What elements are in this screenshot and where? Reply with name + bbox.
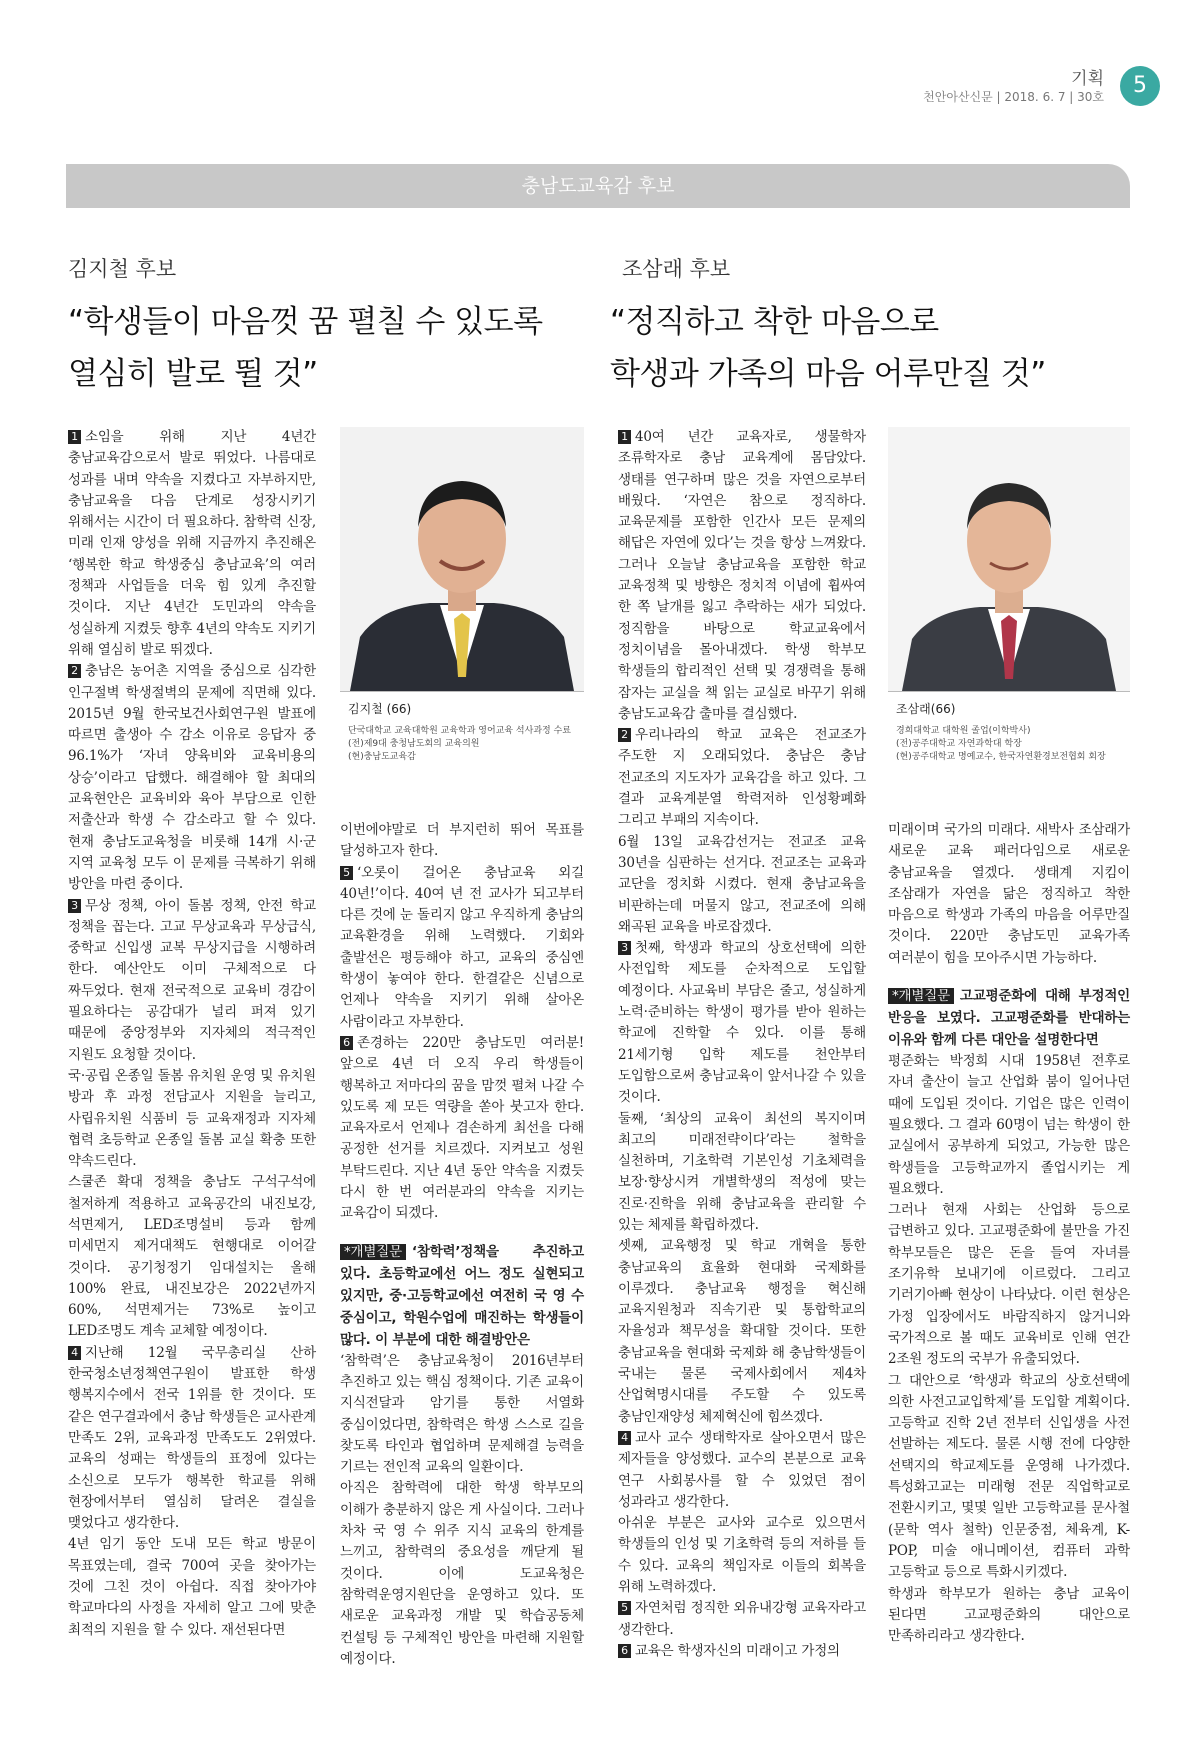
caption-line: 경희대학교 대학원 졸업(이학박사) xyxy=(896,726,1031,736)
paragraph-text: 미래이며 국가의 미래다. 새박사 조삼래가 새로운 교육 패러다임으로 새로운 충남교육을 열겠다. 생태계 지킴이 조삼래가 자연을 닮은 정직하고 착한 마음으로 학생과 가족의 마음을 어루만질 것이다. 220만 충남도민 교육가족 여러분이 힘을 모아주시면 가능하다. xyxy=(888,822,1130,966)
article-paragraph xyxy=(888,1584,1130,1648)
article-paragraph xyxy=(618,725,866,831)
photo-caption-right xyxy=(896,700,1130,764)
caption-line: (현)충남도교육감 xyxy=(348,752,416,762)
question-tag: *개별질문 xyxy=(340,1244,406,1260)
paragraph-text: 국·공립 온종일 돌봄 유치원 운영 및 유치원 방과 후 과정 전담교사 지원을 늘리고, 사립유치원 식품비 등 교육재정과 지자체 협력 초등학교 온종일 돌봄 교실 확충 또한 약속드린다. xyxy=(68,1067,316,1170)
candidate-photo-right xyxy=(888,427,1130,692)
answer-number-badge: 3 xyxy=(618,941,631,955)
article-paragraph xyxy=(888,1200,1130,1370)
photo-caption-left xyxy=(348,700,584,764)
article-paragraph xyxy=(618,1109,866,1237)
article-paragraph xyxy=(68,661,316,895)
publication-info: 천안아산신문 | 2018. 6. 7 | 30호 xyxy=(923,90,1104,104)
headline-line: “학생들이 마음껏 꿈 펼칠 수 있도록 xyxy=(68,304,543,340)
individual-question xyxy=(888,985,1130,1051)
section-title: 기획 xyxy=(1071,69,1104,89)
paragraph-text: ‘오롯이 걸어온 충남교육 외길 40년!’이다. 40여 년 전 교사가 되고부터 다른 것에 눈 돌리지 않고 우직하게 충남의 교육환경을 위해 노력했다. 기회와 출발선은 평등해야 하고, 교육의 중심엔 학생이 놓여야 한다. 한결같은 신념으로 언제나 약속을 지키기 위해 살아온 사람이라고 자부한다. xyxy=(340,864,584,1030)
article-column xyxy=(888,820,1130,1647)
masthead xyxy=(860,60,1160,104)
article-paragraph xyxy=(68,1066,316,1172)
headline-line: 학생과 가족의 마음 어루만질 것” xyxy=(610,356,1046,392)
paragraph-text: 우리나라의 학교 교육은 전교조가 주도한 지 오래되었다. 충남은 충남 전교조의 지도자가 교육감을 하고 있다. 그 결과 교육계분열 학력저하 인성황폐화 그리고 부패의 지속이다. xyxy=(618,727,866,829)
answer-number-badge: 5 xyxy=(340,866,353,880)
answer-number-badge: 6 xyxy=(618,1644,631,1658)
answer-number-badge: 6 xyxy=(340,1036,353,1050)
article-paragraph xyxy=(68,1343,316,1535)
article-column xyxy=(68,427,316,1641)
article-paragraph xyxy=(888,820,1130,969)
question-text: ‘참학력’정책을 추진하고 있다. 초등학교에선 어느 정도 실현되고 있지만, 중·고등학교에선 여전히 국 영 수 중심이고, 학원수업에 매진하는 학생들이 많다. 이 부분에 대한 해결방안은 xyxy=(340,1243,584,1348)
article-paragraph xyxy=(888,1051,1130,1200)
article-paragraph xyxy=(340,820,584,863)
paragraph-text: 아직은 참학력에 대한 학생 학부모의 이해가 충분하지 않은 게 사실이다. 그러나 차차 국 영 수 위주 지식 교육의 한계를 느끼고, 참학력의 중요성을 깨닫게 될 것이다. 이에 도교육청은 참학력운영지원단을 운영하고 있다. 또 새로운 교육과정 개발 및 학습공동체 컨설팅 등 구체적인 방안을 마련해 지원할 예정이다. xyxy=(340,1480,584,1667)
paragraph-text: 존경하는 220만 충남도민 여러분! 앞으로 4년 더 오직 우리 학생들이 행복하고 저마다의 꿈을 맘껏 펼쳐 나갈 수 있도록 제 모든 역량을 쏟아 붓고자 한다. 교육자로서 언제나 겸손하게 최선을 다해 공정한 선거를 치르겠다. 지켜보고 성원 부탁드린다. 지난 4년 동안 약속을 지켰듯 다시 한 번 여러분과의 약속을 지키는 교육감이 되겠다. xyxy=(340,1034,584,1222)
paragraph-text: 교육은 학생자신의 미래이고 가정의 xyxy=(635,1642,840,1659)
section-banner: 충남도교육감 후보 xyxy=(66,164,1130,208)
article-paragraph xyxy=(618,832,866,938)
paragraph-text: 자연처럼 정직한 외유내강형 교육자라고 생각한다. xyxy=(618,1600,866,1638)
article-paragraph xyxy=(68,427,316,661)
article-column xyxy=(340,820,584,1670)
article-paragraph xyxy=(340,1478,584,1670)
article-paragraph xyxy=(68,896,316,1066)
paragraph-text: 소임을 위해 지난 4년간 충남교육감으로서 발로 뛰었다. 나름대로 성과를 내며 약속을 지켰다고 자부하지만, 충남교육을 다음 단계로 성장시키기 위해서는 시간이 더 필요하다. 참학력 신장, 미래 인재 양성을 위해 지금까지 추진해온 ‘행복한 학교 학생중심 충남교육’의 여러 정책과 사업들을 더욱 힘 있게 추진할 것이다. 지난 4년간 도민과의 약속을 성실하게 지켰듯 향후 4년의 약속도 지키기 위해 열심히 발로 뛰겠다. xyxy=(68,429,316,658)
paragraph-text: 둘째, ‘최상의 교육이 최선의 복지이며 최고의 미래전략이다’라는 철학을 실천하며, 기초학력 기본인성 기초체력을 보장·향상시켜 개별학생의 적성에 맞는 진로·진학을 위해 충남교육을 관리할 수 있는 체제를 확립하겠다. xyxy=(618,1110,866,1233)
answer-number-badge: 2 xyxy=(68,664,81,678)
caption-line: (현)공주대학교 명예교수, 한국자연환경보전협회 회장 xyxy=(896,752,1106,762)
paragraph-text: 이번에야말로 더 부지런히 뛰어 목표를 달성하고자 한다. xyxy=(340,822,584,860)
paragraph-text: ‘참학력’은 충남교육청이 2016년부터 추진하고 있는 핵심 정책이다. 기존 교육이 지식전달과 암기를 통한 서열화 중심이었다면, 참학력은 학생 스스로 길을 찾도록 타인과 협업하며 문제해결 능력을 기르는 전인적 교육의 일환이다. xyxy=(340,1352,584,1476)
paragraph-text: 교사 교수 생태학자로 살아오면서 많은 제자들을 양성했다. 교수의 본분으로 교육 연구 사회봉사를 할 수 있었던 점이 성과라고 생각한다. xyxy=(618,1429,866,1510)
paragraph-text: 무상 정책, 아이 돌봄 정책, 안전 학교 정책을 꼽는다. 고교 무상교육과 무상급식, 중학교 신입생 교복 무상지급을 시행하려 한다. 예산안도 이미 구체적으로 다 짜두었다. 현재 전국적으로 교육비 경감이 필요하다는 공감대가 널리 퍼져 있기 때문에 중앙정부와 지자체의 적극적인 지원도 요청할 것이다. xyxy=(68,897,316,1063)
paragraph-text: 충남은 농어촌 지역을 중심으로 심각한 인구절벽 학생절벽의 문제에 직면해 있다. 2015년 9월 한국보건사회연구원 발표에 따르면 출생아 수 감소 이유로 응답자 중 96.1%가 ‘자녀 양육비와 교육비용의 상승’이라고 답했다. 해결해야 할 최대의 교육현안은 교육비와 육아 부담으로 인한 저출산과 학생 수 감소라고 할 수 있다. 현재 충남도교육청을 비롯해 14개 시·군 지역 교육청 모두 이 문제를 극복하기 위해 방안을 마련 중이다. xyxy=(68,663,316,893)
paragraph-text: 40여 년간 교육자로, 생물학자 조류학자로 충남 교육계에 몸담았다. 생태를 연구하며 많은 것을 자연으로부터 배웠다. ‘자연은 참으로 정직하다. 교육문제를 포함한 인간사 모든 문제의 해답은 자연에 있다’는 것을 항상 느껴왔다. 그러나 오늘날 충남교육을 포함한 학교 교육정책 및 방향은 정치적 이념에 휩싸여 한 쪽 날개를 잃고 추락하는 새가 되었다. 정직함을 바탕으로 학교교육에서 정치이념을 몰아내겠다. 학생 학부모 학생들의 합리적인 선택 및 경쟁력을 통해 잠자는 교실을 책 읽는 교실로 바꾸기 위해 충남도교육감 출마를 결심했다. xyxy=(618,429,866,722)
answer-number-badge: 1 xyxy=(618,430,631,444)
article-paragraph xyxy=(618,1236,866,1428)
candidate-label-right: 조삼래 후보 xyxy=(622,257,731,281)
answer-number-badge: 2 xyxy=(618,728,631,742)
answer-number-badge: 4 xyxy=(68,1346,81,1360)
paragraph-text: 그 대안으로 ‘학생과 학교의 상호선택에 의한 사전고교입학제’를 도입할 계획이다. 고등학교 진학 2년 전부터 신입생을 사전 선발하는 제도다. 물론 시행 전에 다양한 선택지의 학교제도를 운영해 나가겠다. 특성화고교는 미래형 전문 직업학교로 전환시키고, 몇몇 일반 고등학교를 문사철(문학 역사 철학) 인문중점, 체육계, K-POP, 미술 애니메이션, 컴퓨터 과학 고등학교 등으로 특화시키겠다. xyxy=(888,1372,1130,1581)
article-paragraph xyxy=(68,1172,316,1342)
caption-line: 단국대학교 교육대학원 교육학과 영어교육 석사과정 수료 xyxy=(348,726,571,736)
headline-left xyxy=(68,296,608,400)
headline-line: 열심히 발로 뛸 것” xyxy=(68,356,318,392)
article-paragraph xyxy=(340,1351,584,1479)
paragraph-text: 평준화는 박정희 시대 1958년 전후로 자녀 출산이 늘고 산업화 붐이 일어나던 때에 도입된 것이다. 기업은 많은 인력이 필요했다. 그 결과 60명이 넘는 학생이 한 교실에서 공부하게 되었고, 가능한 많은 학생들을 고등학교까지 졸업시키는 게 필요했다. xyxy=(888,1053,1130,1197)
article-paragraph xyxy=(340,1033,584,1225)
caption-line: (전)제9대 충청남도회의 교육의원 xyxy=(348,739,480,749)
article-paragraph xyxy=(618,1428,866,1513)
paragraph-text: 아쉬운 부분은 교사와 교수로 있으면서 학생들의 인성 및 기초학력 등의 저하를 들 수 있다. 교육의 책임자로 이들의 회복을 위해 노력하겠다. xyxy=(618,1515,866,1596)
paragraph-text: 스쿨존 확대 정책을 충남도 구석구석에 철저하게 적용하고 교육공간의 내진보강, 석면제거, LED조명설비 등과 함께 미세먼지 제거대책도 현행대로 이어갈 것이다. 공기청정기 임대설치는 올해 100% 완료, 내진보강은 2022년까지 60%, 석면제거는 73%로 높이고 LED조명도 계속 교체할 예정이다. xyxy=(68,1174,316,1340)
caption-name: 김지철 (66) xyxy=(348,702,412,716)
paragraph-text: 6월 13일 교육감선거는 전교조 교육 30년을 심판하는 선거다. 전교조는 교육과 교단을 정치화 시켰다. 현재 충남교육을 비판하는데 머물지 않고, 전교조에 의해 왜곡된 교육을 바로잡겠다. xyxy=(618,833,866,935)
answer-number-badge: 5 xyxy=(618,1601,631,1615)
candidate-photo-left xyxy=(340,427,584,692)
paragraph-text: 첫째, 학생과 학교의 상호선택에 의한 사전입학 제도를 순차적으로 도입할 예정이다. 사교육비 부담은 줄고, 성실하게 노력·준비하는 학생이 평가를 받아 원하는 학교에 진학할 수 있다. 이를 통해 21세기형 입학 제도를 천안부터 도입함으로써 충남교육이 앞서나갈 수 있을 것이다. xyxy=(618,940,866,1106)
article-paragraph xyxy=(618,1598,866,1641)
article-paragraph xyxy=(68,1534,316,1640)
article-paragraph xyxy=(618,1641,866,1662)
article-paragraph xyxy=(618,1513,866,1598)
caption-line: (전)공주대학교 자연과학대 학장 xyxy=(896,739,1022,749)
article-paragraph xyxy=(340,863,584,1033)
question-tag: *개별질문 xyxy=(888,988,954,1004)
candidate-label-left: 김지철 후보 xyxy=(68,257,177,281)
answer-number-badge: 1 xyxy=(68,430,81,444)
paragraph-text: 4년 임기 동안 도내 모든 학교 방문이 목표였는데, 결국 700여 곳을 찾아가는 것에 그친 것이 아쉽다. 직접 찾아가야 학교마다의 사정을 자세히 알고 그에 맞춘 최적의 지원을 할 수 있다. 재선된다면 xyxy=(68,1536,316,1638)
headline-line: “정직하고 착한 마음으로 xyxy=(610,304,939,340)
headline-right xyxy=(610,296,1170,400)
individual-question xyxy=(340,1241,584,1351)
paragraph-text: 지난해 12월 국무총리실 산하 한국청소년정책연구원이 발표한 학생 행복지수에서 전국 1위를 한 것이다. 또 같은 연구결과에서 충남 학생들은 교사관계 만족도 2위, 교육과정 만족도도 2위였다. 교육의 성패는 학생들의 표정에 있다는 소신으로 모두가 행복한 학교를 위해 현장에서부터 열심히 달려온 결실을 맺었다고 생각한다. xyxy=(68,1344,316,1532)
answer-number-badge: 4 xyxy=(618,1431,631,1445)
caption-name: 조삼래(66) xyxy=(896,702,956,716)
question-text: 고교평준화에 대해 부정적인 반응을 보였다. 고교평준화를 반대하는 이유와 함께 다른 대안을 설명한다면 xyxy=(888,988,1130,1049)
article-paragraph xyxy=(618,427,866,725)
article-column xyxy=(618,427,866,1662)
paragraph-text: 학생과 학부모가 원하는 충남 교육이 된다면 고교평준화의 대안으로 만족하리라고 생각한다. xyxy=(888,1585,1130,1645)
article-paragraph xyxy=(888,1371,1130,1584)
paragraph-text: 셋째, 교육행정 및 학교 개혁을 통한 충남교육의 효율화 현대화 국제화를 이루겠다. 충남교육 행정을 혁신해 교육지원청과 직속기관 및 통합학교의 자율성과 책무성을 확대할 것이다. 또한 충남교육을 현대화 국제화 해 충남학생들이 국내는 물론 국제사회에서 제4차 산업혁명시대를 주도할 수 있도록 충남인재양성 체제혁신에 힘쓰겠다. xyxy=(618,1238,866,1425)
page-number-badge: 5 xyxy=(1120,66,1160,106)
answer-number-badge: 3 xyxy=(68,899,81,913)
paragraph-text: 그러나 현재 사회는 산업화 등으로 급변하고 있다. 고교평준화에 불만을 가진 학부모들은 많은 돈을 들여 자녀를 조기유학 보내기에 이르렀다. 그리고 기러기아빠 현상이 나타났다. 이런 현상은 가정 입장에서도 바람직하지 않거니와 국가적으로 볼 때도 교육비로 인해 연간 2조원 정도의 국부가 유출되었다. xyxy=(888,1202,1130,1368)
article-paragraph xyxy=(618,938,866,1108)
